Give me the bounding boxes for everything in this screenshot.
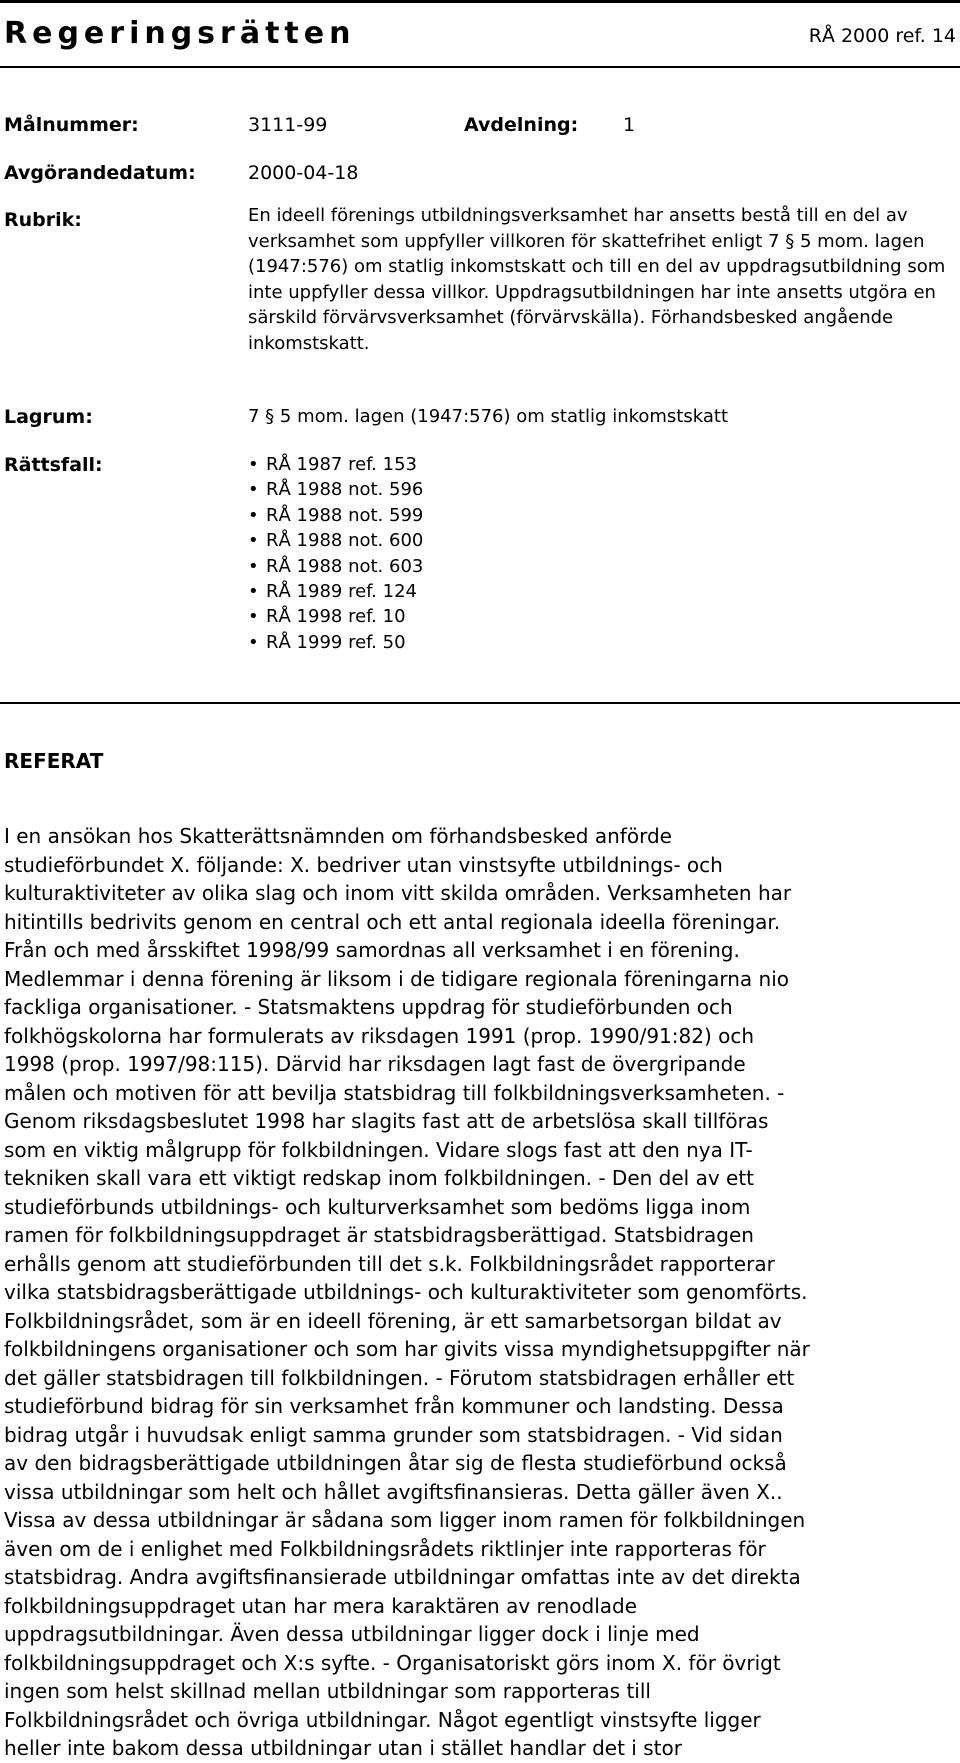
- referat-line: I en ansökan hos Skatterättsnämnden om förhandsbesked anförde: [4, 824, 672, 848]
- referat-line: Folkbildningsrådet och övriga utbildningar. Något egentligt vinstsyfte ligger: [4, 1707, 761, 1732]
- referat-line: som en viktig målgrupp för folkbildningen. Vidare slogs fast att den nya IT-: [4, 1137, 753, 1162]
- referat-line: bidrag utgår i huvudsak enligt samma grunder som statsbidragen. - Vid sidan: [4, 1422, 783, 1447]
- rubrik-text: En ideell förenings utbildningsverksamhet har ansetts bestå till en del av verksamhet som uppfyller villkoren för skattefrihet enligt 7 § 5 mom. lagen (1947:576) om statlig inkomstskatt och till en del av uppdragsutbildning som inte uppfyller dessa villkor. Uppdragsutbildningen har inte ansetts utgöra en särskild förvärvsverksamhet (förvärvskälla). Förhandsbesked angående inkomstskatt.: [248, 205, 946, 354]
- referat-line: ramen för folkbildningsuppdraget är statsbidragsberättigad. Statsbidragen: [4, 1223, 754, 1247]
- court-title: Regeringsrätten: [4, 16, 356, 51]
- malnummer-value: 3111-99: [248, 114, 328, 136]
- bullet-icon: •: [248, 530, 259, 552]
- referat-line: kulturaktiviteter av olika slag och inom vitt skilda områden. Verksamheten har: [4, 881, 792, 905]
- referat-line: tekniken skall vara ett viktigt redskap inom folkbildningen. - Den del av ett: [4, 1166, 755, 1190]
- bullet-icon: •: [248, 454, 259, 475]
- bullet-icon: •: [248, 606, 259, 628]
- list-item: [248, 452, 423, 477]
- list-item: [248, 503, 423, 528]
- bullet-icon: •: [248, 581, 259, 603]
- rattsfall-item[interactable]: RÅ 1988 not. 599: [266, 504, 424, 526]
- rattsfall-item[interactable]: RÅ 1988 not. 600: [266, 530, 424, 552]
- referat-body: [4, 822, 956, 1763]
- bullet-icon: •: [248, 631, 259, 653]
- rattsfall-label: Rättsfall:: [4, 454, 103, 476]
- case-reference: RÅ 2000 ref. 14: [808, 25, 956, 47]
- list-item: [248, 630, 423, 655]
- referat-line: 1998 (prop. 1997/98:115). Därvid har riksdagen lagt fast de övergripande: [4, 1052, 746, 1076]
- referat-line: fackliga organisationer. - Statsmaktens uppdrag för studieförbunden och: [4, 995, 733, 1019]
- referat-line: studieförbunds utbildnings- och kulturverksamhet som bedöms ligga inom: [4, 1194, 751, 1219]
- referat-line: Vissa av dessa utbildningar är sådana som ligger inom ramen för folkbildningen: [4, 1508, 806, 1532]
- referat-heading: REFERAT: [4, 749, 104, 773]
- lagrum-label: Lagrum:: [4, 406, 93, 428]
- referat-line: uppdragsutbildningar. Även dessa utbildningar ligger dock i linje med: [4, 1622, 700, 1646]
- list-item: [248, 554, 423, 579]
- referat-line: Folkbildningsrådet, som är en ideell förening, är ett samarbetsorgan bildat av: [4, 1308, 782, 1333]
- list-item: [248, 477, 423, 502]
- header-top-rule: [0, 0, 960, 3]
- referat-line: studieförbundet X. följande: X. bedriver utan vinstsyfte utbildnings- och: [4, 852, 723, 877]
- referat-line: folkbildningens organisationer och som har givits vissa myndighetsuppgifter när: [4, 1337, 810, 1361]
- referat-line: Från och med årsskiftet 1998/99 samordnas all verksamhet i en förening.: [4, 938, 740, 962]
- referat-line: vissa utbildningar som helt och hållet avgiftsfinansieras. Detta gäller även X..: [4, 1479, 783, 1504]
- referat-line: erhålls genom att studieförbunden till det s.k. Folkbildningsrådet rapporterar: [4, 1251, 775, 1276]
- lagrum-value: 7 § 5 mom. lagen (1947:576) om statlig inkomstskatt: [248, 406, 728, 427]
- referat-line: statsbidrag. Andra avgiftsfinansierade utbildningar omfattas inte av det direkta: [4, 1565, 801, 1589]
- referat-line: folkbildningsuppdraget och X:s syfte. - Organisatoriskt görs inom X. för övrigt: [4, 1650, 781, 1675]
- referat-line: folkbildningsuppdraget utan har mera karaktären av renodlade: [4, 1593, 638, 1618]
- bullet-icon: •: [248, 504, 259, 526]
- referat-line: ingen som helst skillnad mellan utbildningar som rapporteras till: [4, 1679, 651, 1703]
- referat-line: studieförbund bidrag för sin verksamhet från kommuner och landsting. Dessa: [4, 1394, 784, 1418]
- rattsfall-list: [248, 452, 423, 655]
- rattsfall-item[interactable]: RÅ 1988 not. 603: [266, 555, 424, 577]
- bullet-icon: •: [248, 555, 259, 577]
- referat-line: Genom riksdagsbeslutet 1998 har slagits fast att de arbetslösa skall tillföras: [4, 1109, 769, 1133]
- list-item: [248, 579, 423, 604]
- referat-line: vilka statsbidragsberättigade utbildnings- och kulturaktiviteter som genomförts.: [4, 1280, 808, 1304]
- referat-line: det gäller statsbidragen till folkbildningen. - Förutom statsbidragen erhåller ett: [4, 1365, 795, 1390]
- referat-line: även om de i enlighet med Folkbildningsrådets riktlinjer inte rapporteras för: [4, 1536, 766, 1561]
- rattsfall-item[interactable]: RÅ 1989 ref. 124: [266, 581, 417, 603]
- section-divider: [0, 702, 960, 704]
- avdelning-label: Avdelning:: [464, 114, 579, 136]
- rattsfall-item[interactable]: RÅ 1998 ref. 10: [266, 606, 406, 628]
- rattsfall-item[interactable]: RÅ 1988 not. 596: [266, 479, 424, 501]
- list-item: [248, 604, 423, 629]
- referat-line: heller inte bakom dessa utbildningar utan i stället handlar det i stor: [4, 1736, 682, 1760]
- rattsfall-item[interactable]: RÅ 1987 ref. 153: [266, 454, 417, 475]
- rubrik-label: Rubrik:: [4, 209, 82, 231]
- list-item: [248, 528, 423, 553]
- avgorandedatum-label: Avgörandedatum:: [4, 162, 196, 184]
- malnummer-label: Målnummer:: [4, 114, 139, 136]
- referat-line: folkhögskolorna har formulerats av riksdagen 1991 (prop. 1990/91:82) och: [4, 1023, 755, 1048]
- avdelning-value: 1: [623, 114, 636, 136]
- rattsfall-item[interactable]: RÅ 1999 ref. 50: [266, 631, 406, 653]
- bullet-icon: •: [248, 479, 259, 501]
- avgorandedatum-value: 2000-04-18: [248, 162, 359, 184]
- referat-line: Medlemmar i denna förening är liksom i de tidigare regionala föreningarna nio: [4, 966, 789, 991]
- referat-line: hitintills bedrivits genom en central och ett antal regionala ideella föreningar.: [4, 909, 781, 934]
- header-bottom-rule: [0, 66, 960, 68]
- referat-line: av den bidragsberättigade utbildningen åtar sig de flesta studieförbund också: [4, 1451, 787, 1475]
- referat-line: målen och motiven för att bevilja statsbidrag till folkbildningsverksamheten. -: [4, 1080, 785, 1105]
